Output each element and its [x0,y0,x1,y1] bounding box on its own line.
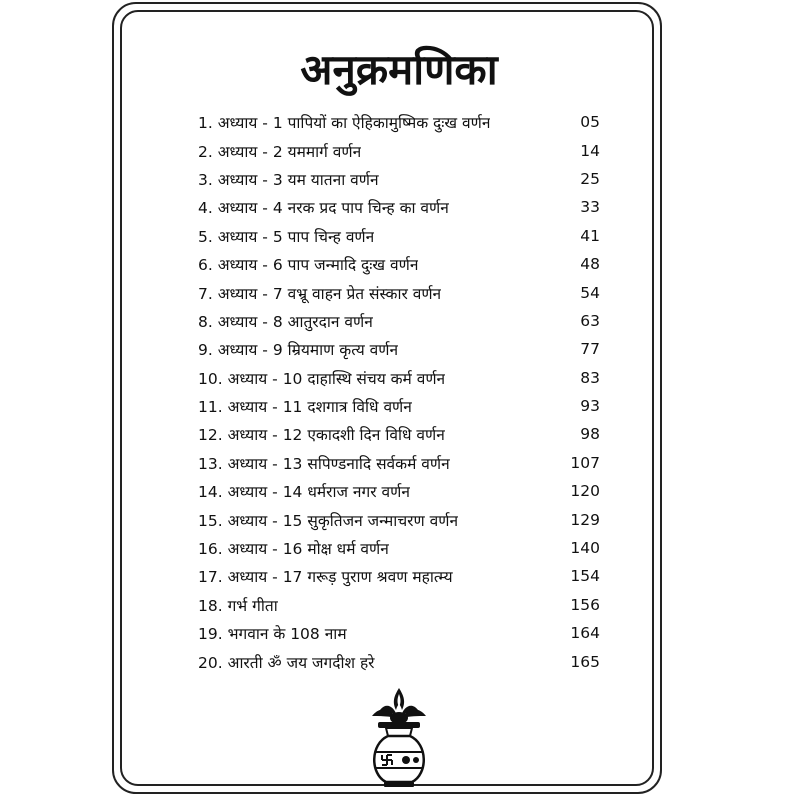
toc-row [198,222,600,250]
toc-row [198,250,600,278]
toc-entry-page: 77 [580,340,600,359]
toc-row [198,392,600,420]
toc-entry-title: 4. अध्याय - 4 नरक प्रद पाप चिन्ह का वर्णन [198,199,449,218]
toc-entry-page: 164 [570,624,600,643]
toc-entry-page: 63 [580,311,600,330]
toc-entry-page: 165 [570,652,600,671]
toc-row [198,193,600,221]
toc-row [198,534,600,562]
toc-entry-title: 9. अध्याय - 9 म्रियमाण कृत्य वर्णन [198,341,399,360]
toc-row [198,364,600,392]
toc-entry-page: 41 [580,226,600,245]
toc-entry-page: 120 [570,482,600,501]
toc-entry-title: 13. अध्याय - 13 सपिण्डनादि सर्वकर्म वर्णन [198,454,450,473]
toc-entry-title: 17. अध्याय - 17 गरूड़ पुराण श्रवण महात्म्य [198,568,453,587]
kalash-icon [366,686,432,790]
toc-entry-page: 98 [580,425,600,444]
toc-row [198,619,600,647]
page-title: अनुक्रमणिका [300,45,498,94]
toc-entry-title: 5. अध्याय - 5 पाप चिन्ह वर्णन [198,227,375,246]
toc-entry-title: 10. अध्याय - 10 दाहास्थि संचय कर्म वर्णन [198,369,446,388]
toc-entry-title: 19. भगवान के 108 नाम [198,625,347,644]
toc-entry-page: 48 [580,255,600,274]
toc-row [198,307,600,335]
toc-entry-title: 20. आरती ॐ जय जगदीश हरे [198,653,375,672]
toc-row [198,278,600,306]
toc-entry-title: 1. अध्याय - 1 पापियों का ऐहिकामुष्मिक दुःख वर्णन [198,114,491,133]
toc-entry-title: 15. अध्याय - 15 सुकृतिजन जन्माचरण वर्णन [198,511,459,530]
toc-row [198,562,600,590]
toc-entry-page: 107 [570,453,600,472]
toc-row [198,505,600,533]
toc-entry-page: 156 [570,595,600,614]
toc-row [198,420,600,448]
toc-entry-title: 6. अध्याय - 6 पाप जन्मादि दुःख वर्णन [198,256,419,275]
toc-row [198,647,600,675]
toc-entry-title: 11. अध्याय - 11 दशगात्र विधि वर्णन [198,398,412,417]
toc-entry-page: 83 [580,368,600,387]
toc-row [198,449,600,477]
toc-row [198,136,600,164]
toc-row [198,591,600,619]
toc-entry-title: 8. अध्याय - 8 आतुरदान वर्णन [198,312,373,331]
toc-entry-page: 25 [580,169,600,188]
toc-row [198,477,600,505]
toc-entry-title: 16. अध्याय - 16 मोक्ष धर्म वर्णन [198,540,389,559]
toc-entry-page: 93 [580,397,600,416]
toc-row [198,165,600,193]
toc-entry-page: 14 [580,141,600,160]
toc-entry-page: 154 [570,567,600,586]
toc-entry-title: 18. गर्भ गीता [198,596,278,615]
toc-entry-title: 2. अध्याय - 2 यममार्ग वर्णन [198,142,362,161]
table-of-contents [198,108,600,676]
toc-row [198,335,600,363]
toc-entry-title: 3. अध्याय - 3 यम यातना वर्णन [198,170,379,189]
toc-entry-page: 33 [580,198,600,217]
toc-entry-title: 14. अध्याय - 14 धर्मराज नगर वर्णन [198,483,410,502]
toc-entry-title: 12. अध्याय - 12 एकादशी दिन विधि वर्णन [198,426,445,445]
toc-entry-page: 129 [570,510,600,529]
toc-row [198,108,600,136]
toc-entry-page: 140 [570,539,600,558]
toc-entry-page: 05 [580,113,600,132]
toc-entry-page: 54 [580,283,600,302]
toc-entry-title: 7. अध्याय - 7 वभ्रू वाहन प्रेत संस्कार वर्णन [198,284,442,303]
